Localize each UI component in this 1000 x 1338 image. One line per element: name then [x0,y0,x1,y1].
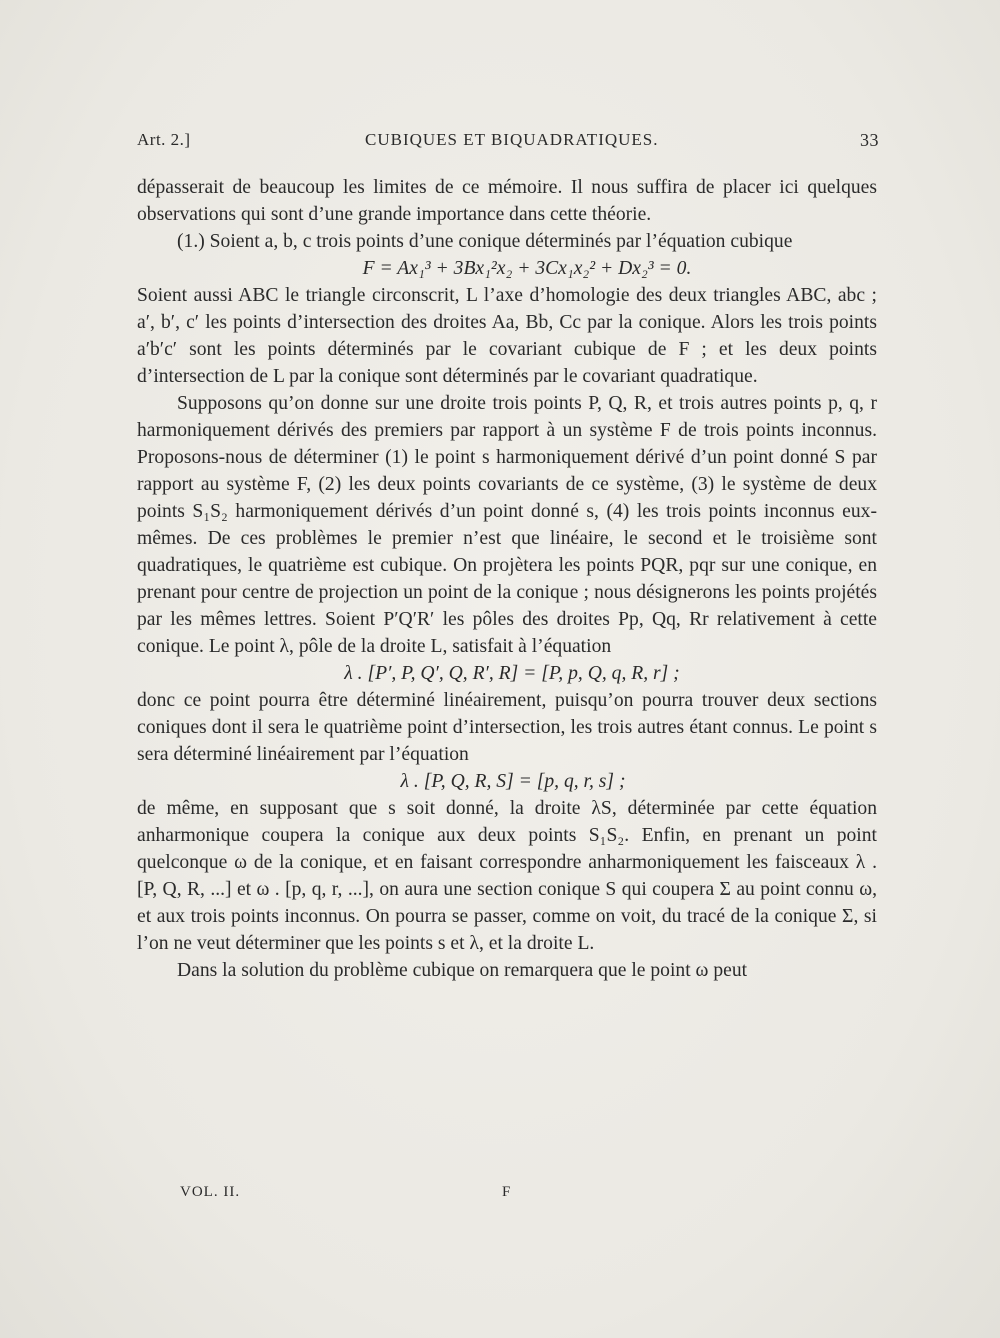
paragraph-supposons: Supposons qu’on donne sur une droite trois points P, Q, R, et trois autres points p, q, r harmoniquement dérivés des premiers par rapport à un système F de trois points inconnus. Proposons-nous de déterminer (1) le point s harmoniquement dérivé d’un point donné S par rapport au système F, (2) les deux points covariants de ce système, (3) le système de deux points S₁S₂ harmoniquement dérivés d’un point donné s, (4) les trois points inconnus eux-mêmes. De ces problèmes le premier n’est que linéaire, le second et le troisième sont quadratiques, le quatrième est cubique. On projètera les points PQR, pqr sur une conique, en prenant pour centre de projection un point de la conique ; nous désignerons les points projétés par les mêmes lettres. Soient P′Q′R′ les pôles des droites Pp, Qq, Rr relativement à cette conique. Le point λ, pôle de la droite L, satisfait à l’équation [137,393,877,657]
paragraph-triangle: Soient aussi ABC le triangle circonscrit, L l’axe d’homologie des deux triangles ABC, abc ; a′, b′, c′ les points d’intersection des droites Aa, Bb, Cc par la conique. Alors les trois points a′b′c′ sont les points déterminés par le covariant cubique de F ; et les deux points d’intersection de L par la conique sont déterminés par le covariant quadratique. [137,285,877,387]
page-number: 33 [860,130,879,150]
volume-mark: VOL. II. [180,1184,241,1200]
signature-mark: F [502,1184,512,1200]
paragraph-de-meme: de même, en supposant que s soit donné, la droite λS, déterminée par cette équation anharmonique coupera la conique aux deux points S₁S₂. Enfin, en prenant un point quelconque ω de la conique, et en faisant correspondre anharmoniquement les faisceaux λ . [P, Q, R, ...] et ω . [p, q, r, ...], on aura une section conique S qui coupera Σ au point connu ω, et aux trois points inconnus. On pourra se passer, comme on voit, du tracé de la conique Σ, si l’on ne veut déterminer que les points s et λ, et la droite L. [137,798,877,954]
paragraph-dans-la-solution: Dans la solution du problème cubique on remarquera que le point ω peut [177,960,748,981]
equation-lambda-anharmonic: λ . [P, Q, R, S] = [p, q, r, s] ; [400,771,626,792]
body-text [137,174,877,984]
paragraph-continuation: dépasserait de beaucoup les limites de ce mémoire. Il nous suffira de placer ici quelques observations qui sont d’une grande importance dans cette théorie. [137,177,877,225]
equation-lambda-involution: λ . [P′, P, Q′, Q, R′, R] = [P, p, Q, q, R, r] ; [344,663,680,684]
article-reference: Art. 2.] [137,130,191,149]
paragraph-donc: donc ce point pourra être déterminé linéairement, puisqu’on pourra trouver deux sections coniques dont il sera le quatrième point d’intersection, les trois autres étant connus. Le point s sera déterminé linéairement par l’équation [137,690,877,765]
equation-cubic: F = Ax₁³ + 3Bx₁²x₂ + 3Cx₁x₂² + Dx₂³ = 0. [362,258,692,279]
paragraph-soient: (1.) Soient a, b, c trois points d’une conique déterminés par l’équation cubique [177,231,793,252]
running-title: CUBIQUES ET BIQUADRATIQUES. [365,130,659,149]
running-header [137,130,879,154]
